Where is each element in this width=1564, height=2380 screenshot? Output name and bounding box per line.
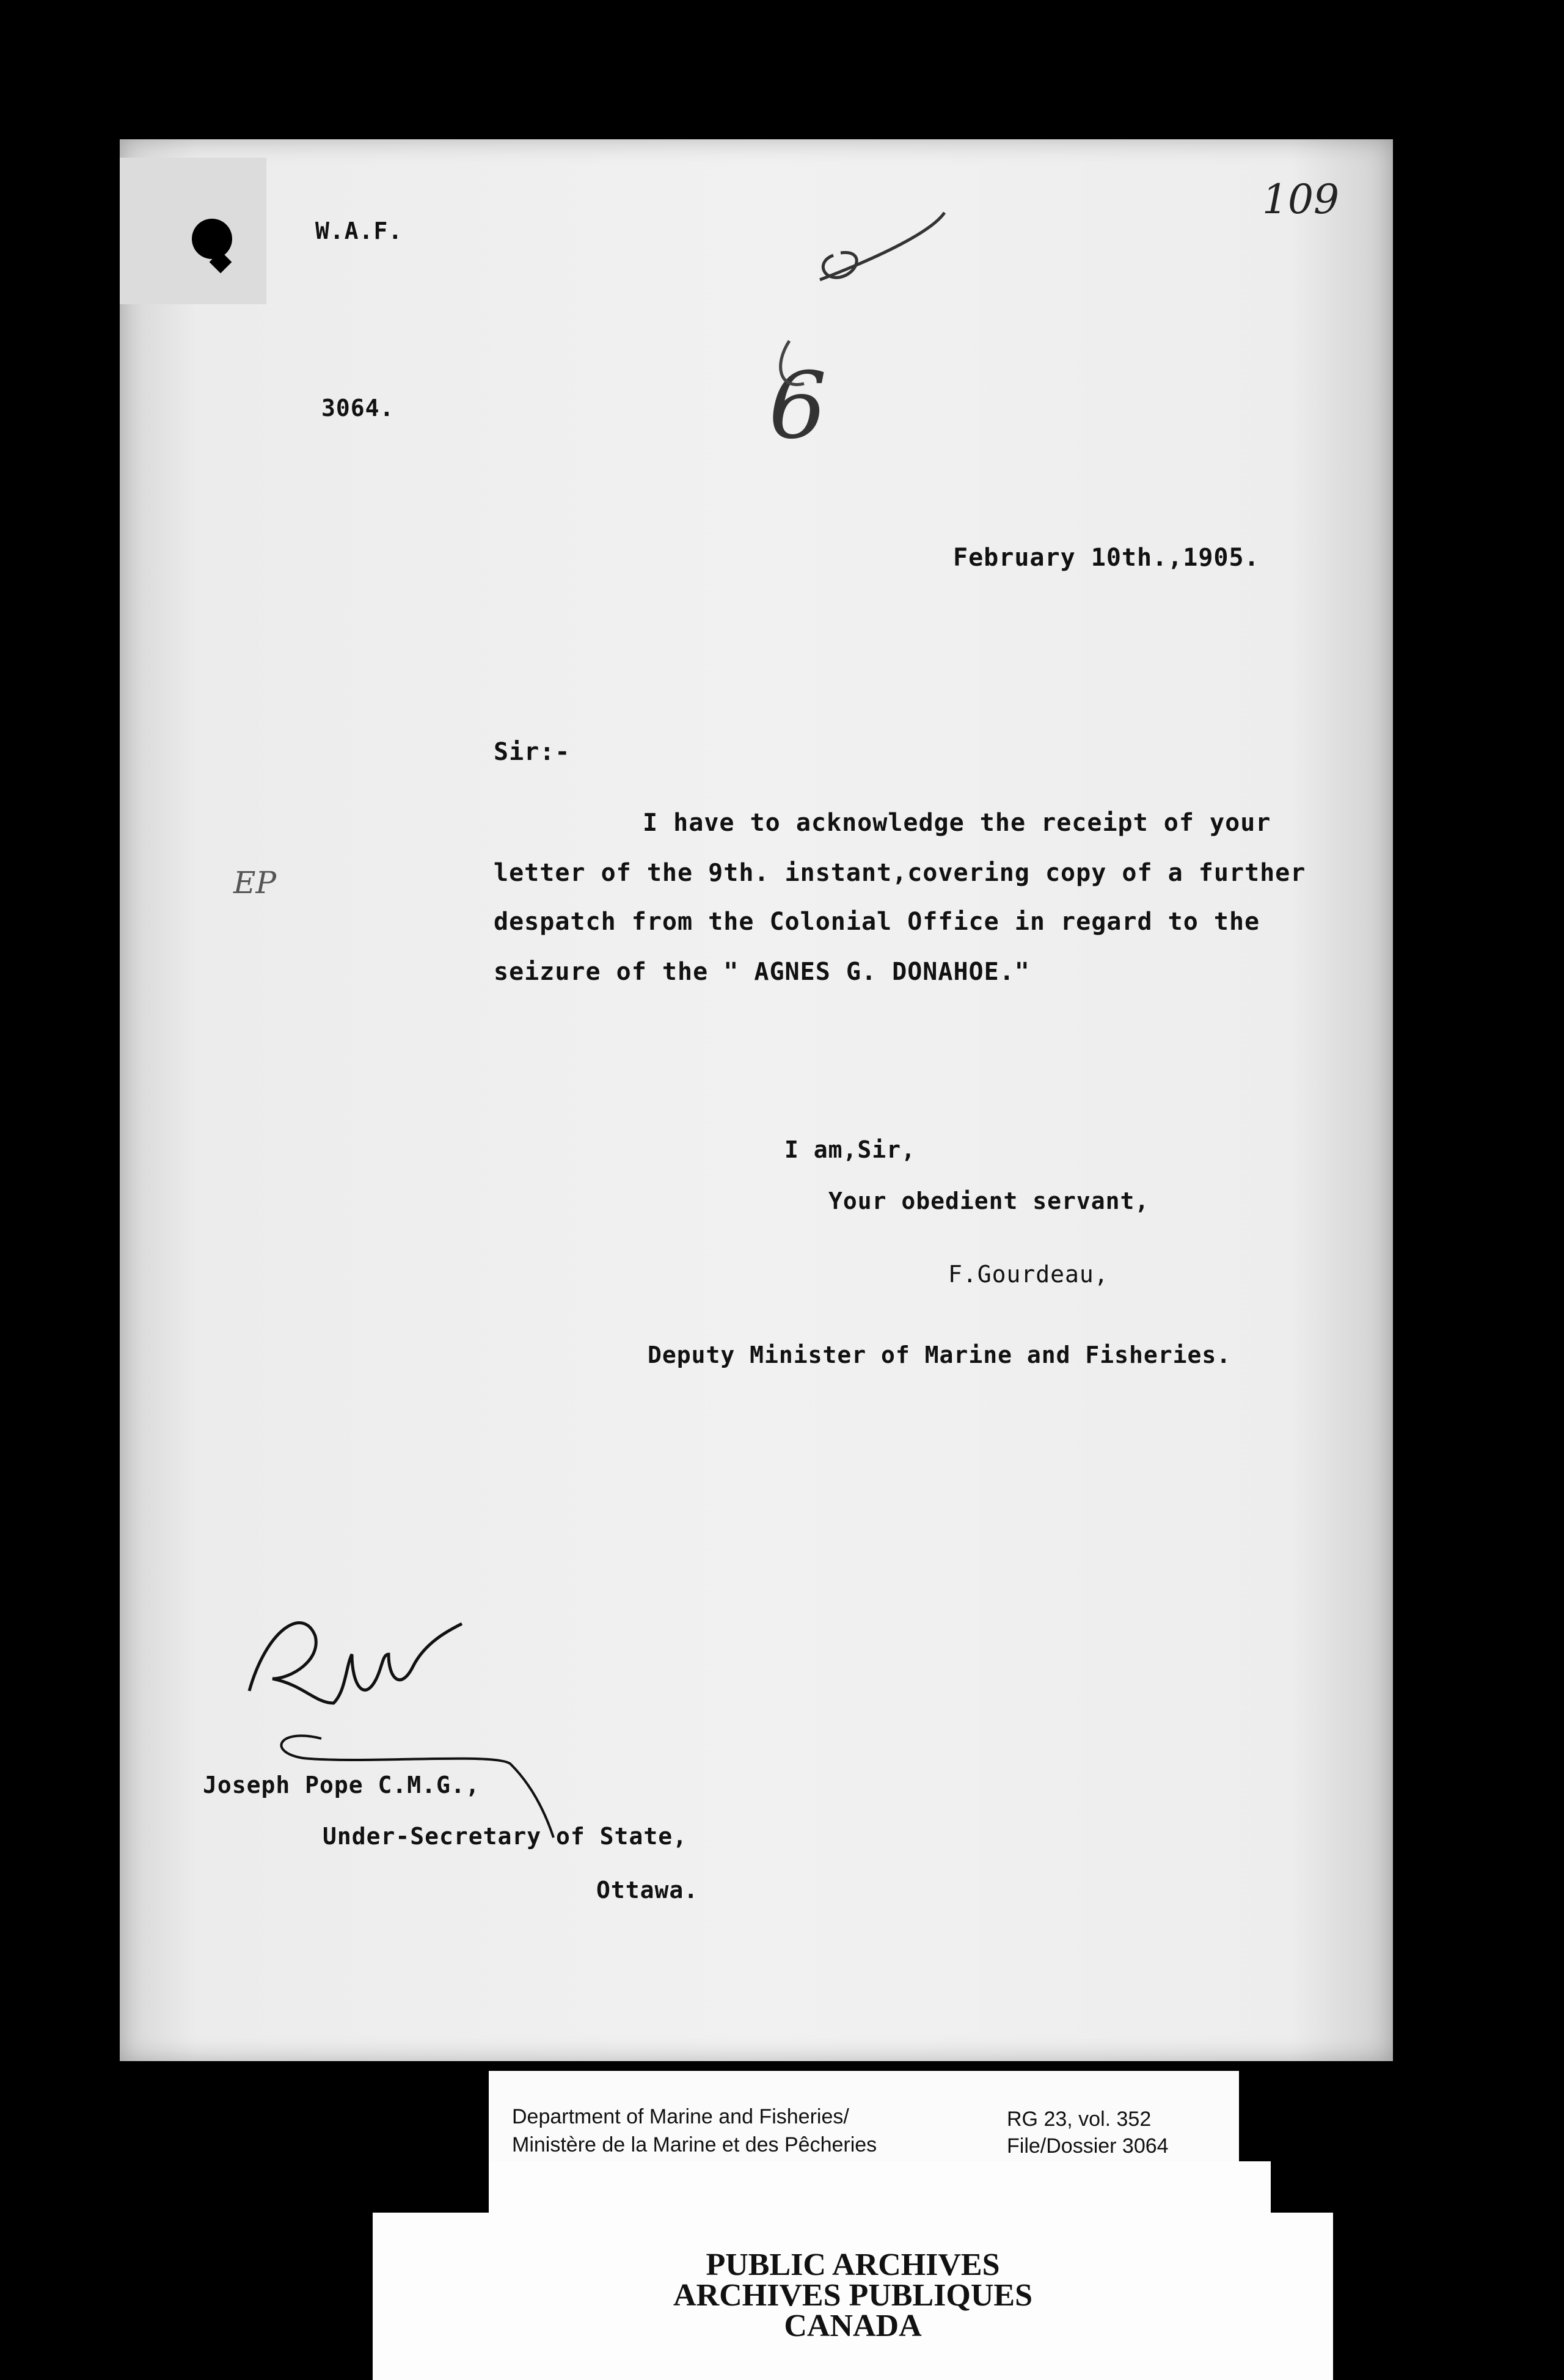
addressee-city: Ottawa. xyxy=(596,1877,699,1904)
body-line: seizure of the " AGNES G. DONAHOE." xyxy=(494,958,1030,986)
banner-line: ARCHIVES PUBLIQUES xyxy=(673,2278,1033,2313)
signer-name: F.Gourdeau, xyxy=(948,1261,1109,1288)
handwritten-marks xyxy=(120,139,1393,2061)
body-line: letter of the 9th. instant,covering copy of a further xyxy=(494,859,1306,887)
closing-line: Your obedient servant, xyxy=(828,1188,1150,1214)
pencil-strike-mark xyxy=(820,213,945,280)
file-number: 3064. xyxy=(321,395,395,422)
addressee-title: Under-Secretary of State, xyxy=(323,1823,687,1850)
file-reference: File/Dossier 3064 xyxy=(1007,2134,1169,2158)
typist-initials: W.A.F. xyxy=(315,217,403,244)
letter-page xyxy=(120,139,1393,2061)
signer-title: Deputy Minister of Marine and Fisheries. xyxy=(648,1341,1232,1368)
addressee-name: Joseph Pope C.M.G., xyxy=(203,1772,480,1798)
body-line: I have to acknowledge the receipt of your xyxy=(643,809,1271,837)
salutation: Sir:- xyxy=(494,738,571,766)
banner-line: CANADA xyxy=(784,2309,922,2343)
archive-banner xyxy=(373,2161,1333,2380)
folio-number: 109 xyxy=(1262,176,1339,223)
banner-line: PUBLIC ARCHIVES xyxy=(706,2247,1000,2282)
margin-initials: EP xyxy=(233,865,277,900)
banner-notch xyxy=(373,2161,489,2213)
letter-date: February 10th.,1905. xyxy=(953,544,1260,572)
body-line: despatch from the Colonial Office in regard to the xyxy=(494,908,1260,936)
record-group: RG 23, vol. 352 xyxy=(1007,2108,1152,2131)
department-fr: Ministère de la Marine et des Pêcheries xyxy=(512,2133,877,2156)
signature-flourish xyxy=(249,1623,554,1838)
banner-notch xyxy=(1271,2161,1333,2213)
pencil-number: 6 xyxy=(769,353,827,459)
pencil-curve xyxy=(781,341,804,385)
department-en: Department of Marine and Fisheries/ xyxy=(512,2105,849,2128)
closing-line: I am,Sir, xyxy=(784,1136,916,1163)
